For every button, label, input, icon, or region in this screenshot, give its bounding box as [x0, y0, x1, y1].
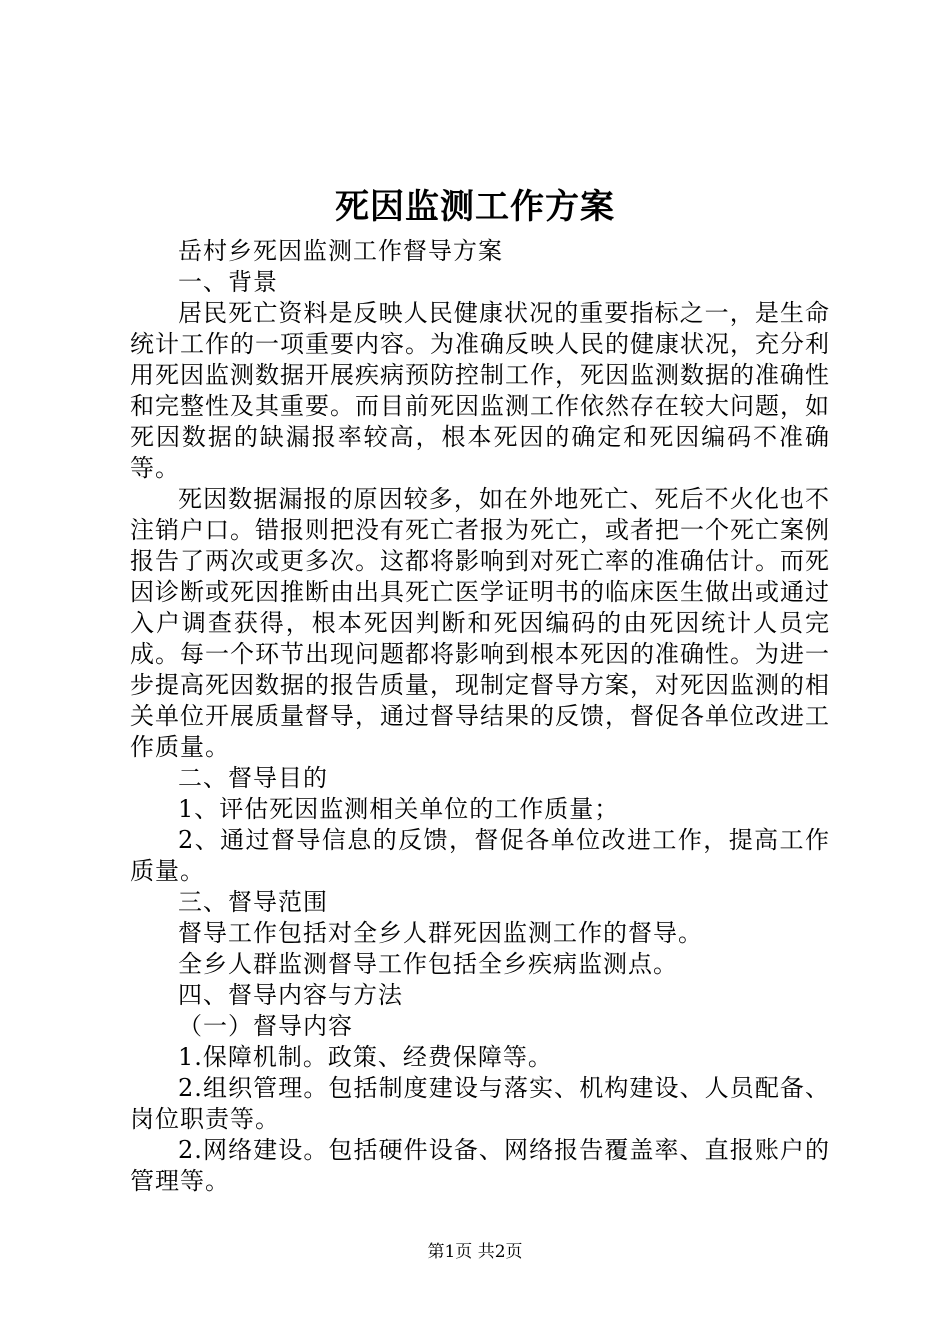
list-item: 2.组织管理。包括制度建设与落实、机构建设、人员配备、岗位职责等。: [130, 1074, 830, 1133]
section-heading-purpose: 二、督导目的: [178, 764, 328, 792]
subsection-heading: （一）督导内容: [178, 1012, 353, 1040]
page-footer: [0, 1240, 950, 1264]
document-body: [130, 236, 830, 1197]
body-paragraph: 死因数据漏报的原因较多，如在外地死亡、死后不火化也不注销户口。错报则把没有死亡者报为死亡，或者把一个死亡案例报告了两次或更多次。这都将影响到对死亡率的准确估计。而死因诊断或死因推断由出具死亡医学证明书的临床医生做出或通过入户调查获得，根本死因判断和死因编码的由死因统计人员完成。每一个环节出现问题都将影响到根本死因的准确性。为进一步提高死因数据的报告质量，现制定督导方案，对死因监测的相关单位开展质量督导，通过督导结果的反馈，督促各单位改进工作质量。: [130, 485, 830, 761]
body-paragraph: 全乡人群监测督导工作包括全乡疾病监测点。: [178, 950, 678, 978]
subtitle-paragraph: 岳村乡死因监测工作督导方案: [178, 237, 503, 265]
list-item: 2、通过督导信息的反馈，督促各单位改进工作，提高工作质量。: [130, 826, 830, 885]
section-heading-content-method: 四、督导内容与方法: [178, 981, 403, 1009]
list-item: 1.保障机制。政策、经费保障等。: [178, 1043, 553, 1071]
page-number-label: 第1页 共2页: [427, 1242, 523, 1262]
document-title: 死因监测工作方案: [335, 187, 615, 227]
list-item: 2.网络建设。包括硬件设备、网络报告覆盖率、直报账户的管理等。: [130, 1136, 830, 1195]
list-item: 1、评估死因监测相关单位的工作质量；: [178, 795, 620, 823]
body-paragraph: 居民死亡资料是反映人民健康状况的重要指标之一，是生命统计工作的一项重要内容。为准确反映人民的健康状况，充分利用死因监测数据开展疾病预防控制工作，死因监测数据的准确性和完整性及其重要。而目前死因监测工作依然存在较大问题，如死因数据的缺漏报率较高，根本死因的确定和死因编码不准确等。: [130, 299, 830, 482]
section-heading-background: 一、背景: [178, 268, 278, 296]
section-heading-scope: 三、督导范围: [178, 888, 328, 916]
body-paragraph: 督导工作包括对全乡人群死因监测工作的督导。: [178, 919, 703, 947]
